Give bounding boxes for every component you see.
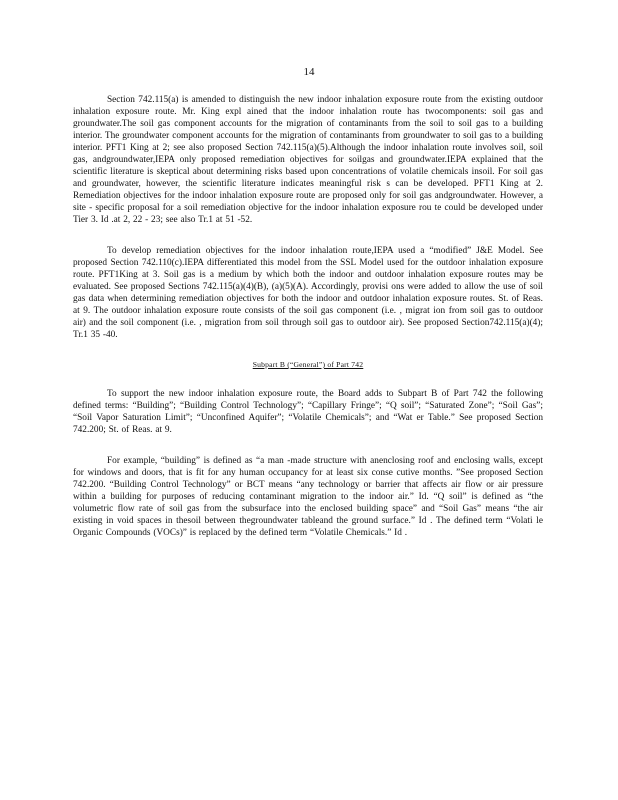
paragraph-indoor-inhalation-route: Section 742.115(a) is amended to distinguish the new indoor inhalation exposure route from the existing outdoor inhalation exposure route. Mr. King expl ained that the indoor inhalation route has twocomponents: soil gas and groundwater.The soil gas component accounts for the migration of contaminants from the soil to soil gas to a building interior. The groundwater component accounts for the migration of contaminants from groundwater to soil gas to a building interior. PFT1 King at 2; see also proposed Section 742.115(a)(5).Although the indoor inhalation route involves soil, soil gas, andgroundwater,IEPA only proposed remediation objectives for soilgas and groundwater.IEPA explained that the scientific literature is skeptical about determining risks based upon concentrations of volatile chemicals insoil. For soil gas and groundwater, however, the scientific literature indicates meaningful risk s can be developed. PFT1 King at 2. Remediation objectives for the indoor inhalation exposure route are proposed only for soil gas andgroundwater. However, a site - specific proposal for a soil remediation objective for the indoor inhalation exposure rou te could be developed under Tier 3. Id .at 2, 22 - 23; see also Tr.1 at 51 -52. [73,95,543,225]
paragraph-defined-terms: To support the new indoor inhalation exposure route, the Board adds to Subpart B of Part 742 the following defined terms: “Building”; “Building Control Technology”; “Capillary Fringe”; “Q soil”; “Saturated Zone”; “Soil Gas”; “Soil Vapor Saturation Limit”; “Unconfined Aquifer”; “Volatile Chemicals”; and “Wat er Table.” See proposed Section 742.200; St. of Reas. at 9. [73,389,543,435]
section-heading: Subpart B (“General”) of Part 742 [252,360,364,369]
document-body [73,94,543,539]
page-number: 14 [303,66,315,78]
paragraph-definitions-example: For example, “building” is defined as “a man -made structure with anenclosing roof and enclosing walls, except for windows and doors, that is fit for any human occupancy for at least six conse cutive months. ”See proposed Section 742.200. “Building Control Technology” or BCT means “any technology or barrier that affects air flow or air pressure within a building for purposes of reducing contaminant migration to the indoor air.” Id. “Q soil” is defined as “the volumetric flow rate of soil gas from the subsurface into the enclosed building space” and “Soil Gas” means “the air existing in void spaces in thesoil between thegroundwater tableand the ground surface.” Id . The defined term “Volati le Organic Compounds (VOCs)” is replaced by the defined term “Volatile Chemicals.” Id . [73,456,543,538]
paragraph-je-model: To develop remediation objectives for the indoor inhalation route,IEPA used a “modified” J&E Model. See proposed Section 742.110(c).IEPA differentiated this model from the SSL Model used for the outdoor inhalation exposure route. PFT1King at 3. Soil gas is a medium by which both the indoor and outdoor inhalation exposure routes may be evaluated. See proposed Sections 742.115(a)(4)(B), (a)(5)(A). Accordingly, provisi ons were added to allow the use of soil gas data when determining remediation objectives for both the indoor and outdoor inhalation exposure routes. St. of Reas. at 9. The outdoor inhalation exposure route consists of the soil gas component (i.e. , migrat ion from soil gas to outdoor air) and the soil component (i.e. , migration from soil through soil gas to outdoor air). See proposed Section742.115(a)(4); Tr.1 35 -40. [73,246,543,340]
